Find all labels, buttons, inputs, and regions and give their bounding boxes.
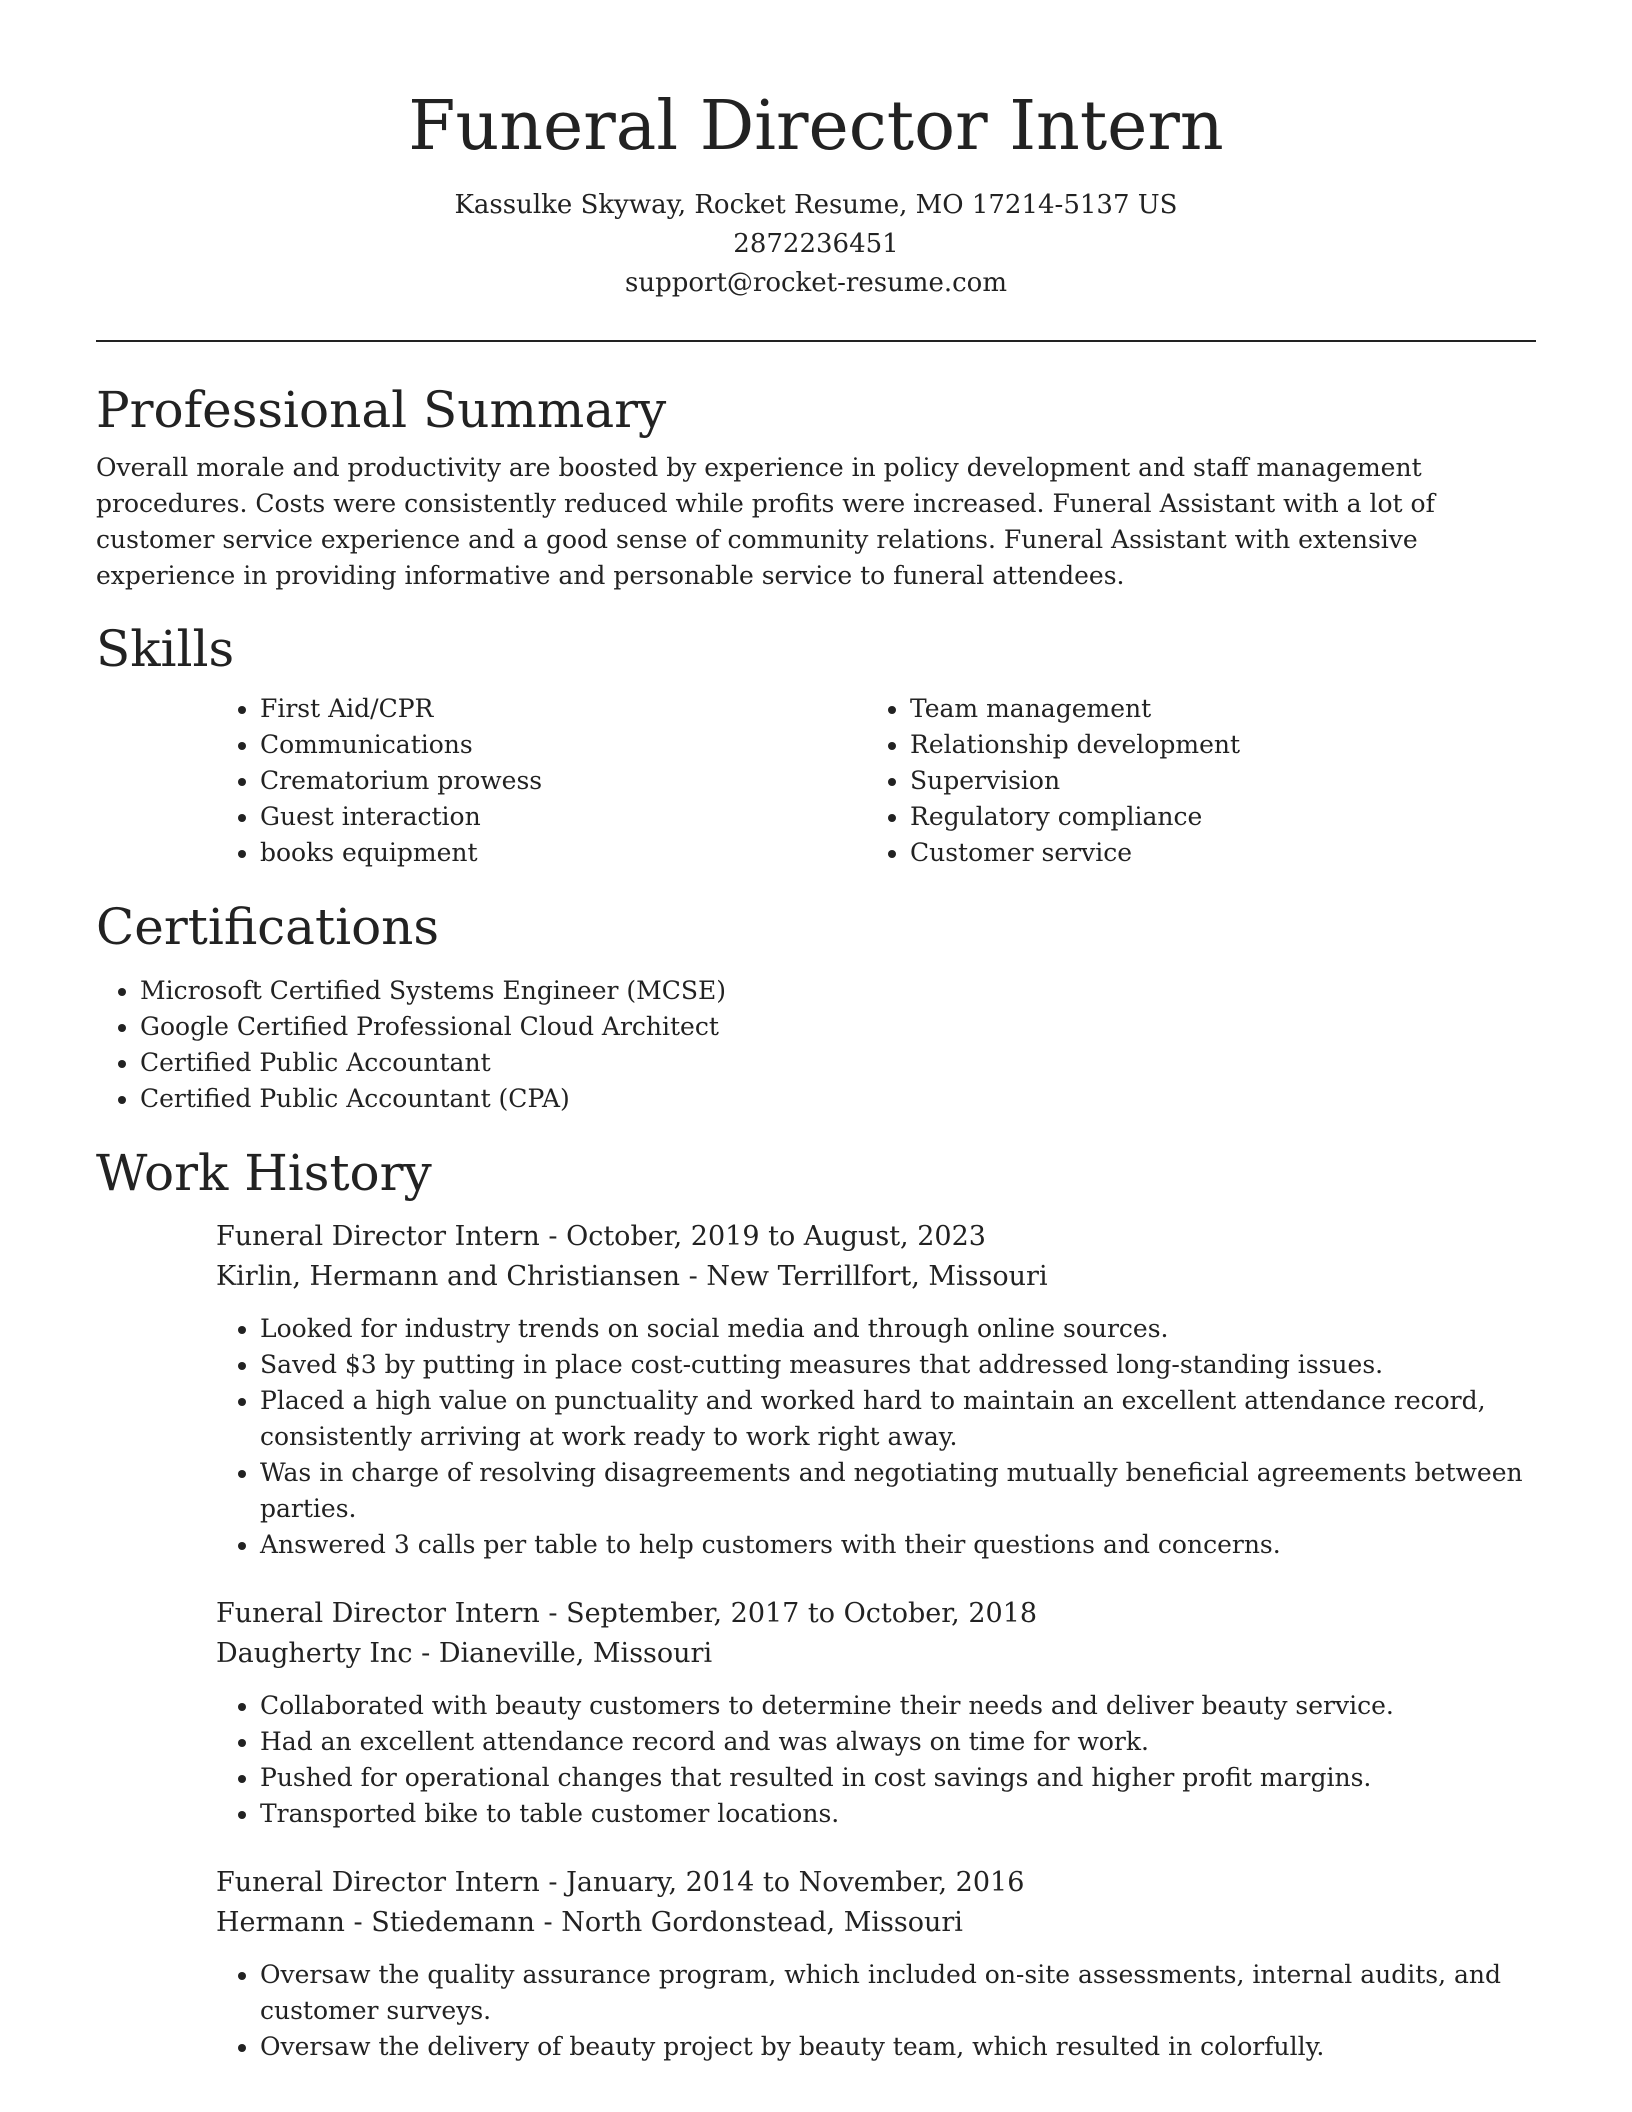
list-item: • Supervision — [910, 763, 1516, 799]
job-location: Dianeville, Missouri — [438, 1638, 713, 1669]
list-item: • Certified Public Accountant — [140, 1045, 1536, 1081]
job-title-line: Funeral Director Intern - January, 2014 to November, 2016 — [216, 1867, 1025, 1898]
list-item: • Transported bike to table customer locations. — [260, 1796, 1536, 1832]
list-item: • Guest interaction — [260, 799, 866, 835]
certifications-list — [96, 973, 1536, 1117]
list-item: • Team management — [910, 691, 1516, 727]
job-entry — [216, 1863, 1536, 2065]
list-item: • Oversaw the delivery of beauty project by beauty team, which resulted in colorfully. — [260, 2029, 1536, 2065]
job-title: Funeral Director Intern — [216, 1598, 540, 1629]
job-company-line: Daugherty Inc - Dianeville, Missouri — [216, 1638, 713, 1669]
list-item: • Customer service — [910, 835, 1516, 871]
job-company: Daugherty Inc — [216, 1638, 413, 1669]
job-company-line: Kirlin, Hermann and Christiansen - New Terrillfort, Missouri — [216, 1261, 1048, 1292]
list-item: • Had an excellent attendance record and was always on time for work. — [260, 1724, 1536, 1760]
job-title-line: Funeral Director Intern - October, 2019 to August, 2023 — [216, 1221, 986, 1252]
list-item: • Communications — [260, 727, 866, 763]
job-company: Kirlin, Hermann and Christiansen — [216, 1261, 681, 1292]
skills-grid — [216, 691, 1536, 871]
job-title: Funeral Director Intern — [216, 1867, 540, 1898]
list-item: • Crematorium prowess — [260, 763, 866, 799]
list-item: • Saved $3 by putting in place cost-cutting measures that addressed long-standing issues. — [260, 1347, 1536, 1383]
certifications-section — [96, 895, 1536, 1117]
list-item: • Oversaw the quality assurance program, which included on-site assessments, internal audits, and customer surveys. — [260, 1957, 1536, 2029]
job-bullets — [216, 1688, 1536, 1832]
list-item: • books equipment — [260, 835, 866, 871]
list-item: • First Aid/CPR — [260, 691, 866, 727]
contact-block — [96, 186, 1536, 303]
list-item: • Regulatory compliance — [910, 799, 1516, 835]
list-item: • Pushed for operational changes that resulted in cost savings and higher profit margins. — [260, 1760, 1536, 1796]
contact-phone: 2872236451 — [733, 229, 899, 259]
list-item: • Placed a high value on punctuality and worked hard to maintain an excellent attendance record, consistently arriving at work ready to work right away. — [260, 1383, 1536, 1455]
job-dates: January, 2014 to November, 2016 — [566, 1867, 1025, 1898]
skills-section — [96, 617, 1536, 871]
work-history-heading: Work History — [96, 1144, 432, 1202]
job-bullets — [216, 1957, 1536, 2065]
job-title-line: Funeral Director Intern - September, 2017 to October, 2018 — [216, 1598, 1038, 1629]
summary-text: Overall morale and productivity are boosted by experience in policy development and staff management procedures. Costs were consistently reduced while profits were increased. Funeral Assistant with a lot of customer service experience and a good sense of community relations. Funeral Assistant with extensive experience in providing informative and personable service to funeral attendees. — [96, 453, 1435, 590]
job-bullets — [216, 1311, 1536, 1563]
list-item: • Google Certified Professional Cloud Architect — [140, 1009, 1536, 1045]
resume-header — [96, 0, 1536, 303]
job-entry — [216, 1217, 1536, 1563]
skills-list-left — [216, 691, 866, 871]
list-item: • Certified Public Accountant (CPA) — [140, 1081, 1536, 1117]
skills-column-right — [866, 691, 1516, 871]
list-item: • Looked for industry trends on social media and through online sources. — [260, 1311, 1536, 1347]
skills-list-right — [866, 691, 1516, 871]
job-location: New Terrillfort, Missouri — [706, 1261, 1048, 1292]
contact-address: Kassulke Skyway, Rocket Resume, MO 17214-5137 US — [454, 190, 1178, 220]
skills-heading: Skills — [96, 620, 235, 678]
list-item: • Relationship development — [910, 727, 1516, 763]
contact-email: support@rocket-resume.com — [624, 268, 1007, 298]
list-item: • Microsoft Certified Systems Engineer (MCSE) — [140, 973, 1536, 1009]
job-dates: September, 2017 to October, 2018 — [566, 1598, 1038, 1629]
list-item: • Answered 3 calls per table to help customers with their questions and concerns. — [260, 1527, 1536, 1563]
job-dates: October, 2019 to August, 2023 — [566, 1221, 986, 1252]
list-item: • Was in charge of resolving disagreements and negotiating mutually beneficial agreements between parties. — [260, 1455, 1536, 1527]
candidate-name: Funeral Director Intern — [408, 87, 1224, 166]
job-entry — [216, 1594, 1536, 1832]
header-divider — [96, 340, 1536, 342]
work-history-section — [96, 1141, 1536, 2065]
job-title: Funeral Director Intern — [216, 1221, 540, 1252]
list-item: • Collaborated with beauty customers to determine their needs and deliver beauty service. — [260, 1688, 1536, 1724]
certifications-heading: Certifications — [96, 898, 440, 956]
job-company-line: Hermann - Stiedemann - North Gordonstead, Missouri — [216, 1907, 963, 1938]
job-location: North Gordonstead, Missouri — [561, 1907, 963, 1938]
summary-section — [96, 378, 1536, 594]
job-company: Hermann - Stiedemann — [216, 1907, 535, 1938]
skills-column-left — [216, 691, 866, 871]
summary-heading: Professional Summary — [96, 381, 667, 439]
resume-page — [96, 0, 1536, 2065]
